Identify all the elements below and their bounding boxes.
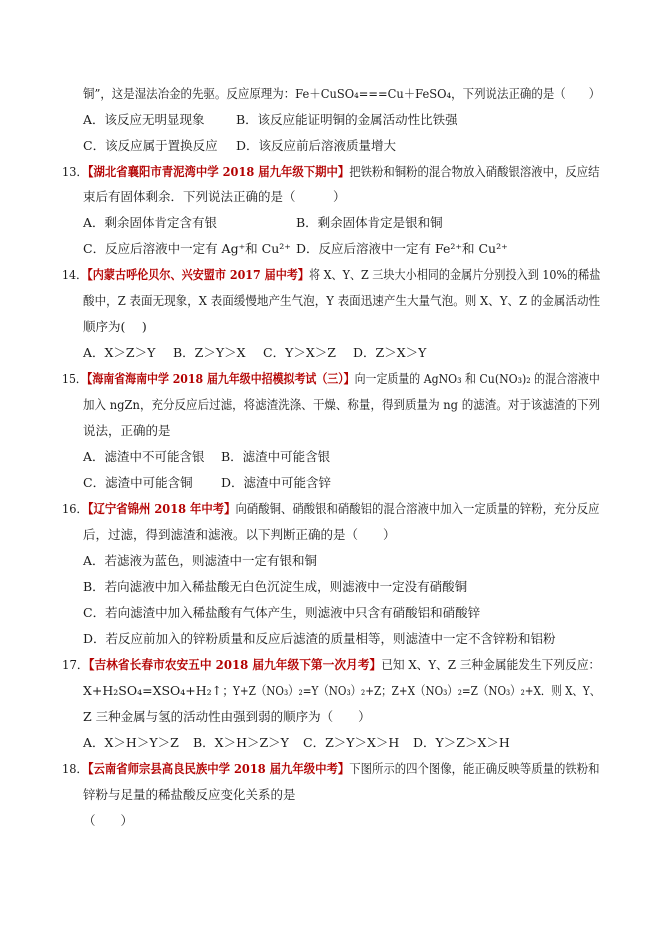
q12-option-d: D．该反应前后溶液质量增大 — [236, 138, 397, 153]
q18-stem-2: 锌粉与足量的稀盐酸反应变化关系的是 — [83, 787, 296, 802]
q12-option-a: A．该反应无明显现象 — [83, 112, 205, 127]
q14-option-d: D．Z＞X＞Y — [353, 345, 427, 360]
q14-stem-3: 顺序为( ) — [83, 319, 147, 334]
q13-source: 【湖北省襄阳市青泥湾中学 2018 届九年级下期中】 — [87, 164, 350, 179]
q15-option-d: D．滤渣中可能含锌 — [221, 475, 332, 490]
q17-stem-3: Z 三种金属与氢的活动性由强到弱的顺序为（ ） — [83, 709, 371, 724]
q15-option-a: A．滤渣中不可能含银 — [83, 449, 205, 464]
q17-stem-1: 已知 X、Y、Z 三种金属能发生下列反应： — [381, 657, 601, 672]
q15-option-c: C．滤渣中可能含铜 — [83, 475, 193, 490]
q12-option-c: C．该反应属于置换反应 — [83, 138, 218, 153]
q17-first-line — [62, 657, 600, 673]
q17-stem-2a: X+H₂SO₄=XSO₄+H₂↑； — [83, 683, 235, 698]
q13-stem-2: 束后有固体剩余．下列说法正确的是（ ） — [83, 189, 346, 204]
q14-stem-1: 将 X、Y、Z 三块大小相同的金属片分别投入到 10%的稀盐 — [309, 267, 601, 282]
q16-option-a: A．若滤液为蓝色，则滤渣中一定有银和铜 — [83, 553, 318, 568]
q13-option-c: C．反应后溶液中一定有 Ag⁺和 Cu²⁺ — [83, 241, 291, 256]
q17-option-b: B．X＞H＞Z＞Y — [193, 735, 289, 750]
q12-stem-tail: 铜”，这是湿法冶金的先驱。反应原理为：Fe＋CuSO₄===Cu＋FeSO₄，下列说法正确的是（ ） — [83, 86, 601, 101]
q13-first-line — [62, 164, 600, 180]
q17-stem-2b: Y+Z（NO₃）₂=Y（NO₃）₂+Z；Z+X（NO₃）₂=Z（NO₃）₂+X．则 X、Y、 — [233, 683, 601, 698]
q13-number: 13． — [62, 164, 88, 179]
q15-source: 【海南省海南中学 2018 届九年级中招模拟考试（三）】 — [86, 371, 355, 386]
q16-first-line — [62, 501, 600, 517]
q16-option-d: D．若反应前加入的锌粉质量和反应后滤渣的质量相等，则滤渣中一定不含锌粉和铝粉 — [83, 631, 556, 646]
q16-option-b: B．若向滤液中加入稀盐酸无白色沉淀生成，则滤液中一定没有硝酸铜 — [83, 579, 468, 594]
q12-option-b: B．该反应能证明铜的金属活动性比铁强 — [236, 112, 458, 127]
q14-option-b: B．Z＞Y＞X — [173, 345, 246, 360]
q17-option-a: A．X＞H＞Y＞Z — [83, 735, 179, 750]
q18-first-line — [62, 761, 600, 777]
q17-option-d: D．Y＞Z＞X＞H — [413, 735, 510, 750]
q15-stem-1: 向一定质量的 AgNO₃ 和 Cu(NO₃)₂ 的混合溶液中 — [354, 371, 600, 386]
q15-first-line — [62, 371, 600, 387]
q15-stem-2: 加入 ngZn，充分反应后过滤，将滤渣洗涤、干燥、称量，得到质量为 ng 的滤渣。对于该滤渣的下列 — [83, 397, 601, 412]
q18-source: 【云南省师宗县高良民族中学 2018 届九年级中考】 — [87, 761, 350, 776]
q14-option-c: C．Y＞X＞Z — [263, 345, 336, 360]
q14-source: 【内蒙古呼伦贝尔、兴安盟市 2017 届中考】 — [87, 267, 310, 282]
q18-number: 18． — [62, 761, 88, 776]
q14-number: 14． — [62, 267, 88, 282]
q16-stem-1: 向硝酸铜、硝酸银和硝酸铝的混合溶液中加入一定质量的锌粉，充分反应 — [235, 501, 600, 516]
q15-number: 15． — [62, 371, 87, 386]
q16-option-c: C．若向滤渣中加入稀盐酸有气体产生，则滤液中只含有硝酸铝和硝酸锌 — [83, 605, 481, 620]
q13-option-b: B．剩余固体肯定是银和铜 — [296, 215, 443, 230]
q13-option-d: D．反应后溶液中一定有 Fe²⁺和 Cu²⁺ — [296, 241, 508, 256]
q16-stem-2: 后，过滤，得到滤渣和滤液。以下判断正确的是（ ） — [83, 527, 396, 542]
q16-source: 【辽宁省锦州 2018 年中考】 — [87, 501, 236, 516]
q18-stem-3: （ ） — [83, 813, 134, 828]
q17-number: 17． — [62, 657, 89, 672]
q13-option-a: A．剩余固体肯定含有银 — [83, 215, 218, 230]
q16-number: 16． — [62, 501, 88, 516]
q15-stem-3: 说法，正确的是 — [83, 423, 171, 438]
q13-stem-1: 把铁粉和铜粉的混合物放入硝酸银溶液中，反应结 — [349, 164, 600, 179]
q15-option-b: B．滤渣中可能含银 — [221, 449, 331, 464]
q14-first-line — [62, 267, 600, 283]
q17-option-c: C．Z＞Y＞X＞H — [303, 735, 400, 750]
q14-stem-2: 酸中，Z 表面无现象，X 表面缓慢地产生气泡，Y 表面迅速产生大量气泡。则 X、Y、Z 的金属活动性 — [83, 293, 601, 308]
q17-source: 【吉林省长春市农安五中 2018 届九年级下第一次月考】 — [88, 657, 382, 672]
q18-stem-1: 下图所示的四个图像，能正确反映等质量的铁粉和 — [349, 761, 600, 776]
q14-option-a: A．X＞Z＞Y — [83, 345, 156, 360]
